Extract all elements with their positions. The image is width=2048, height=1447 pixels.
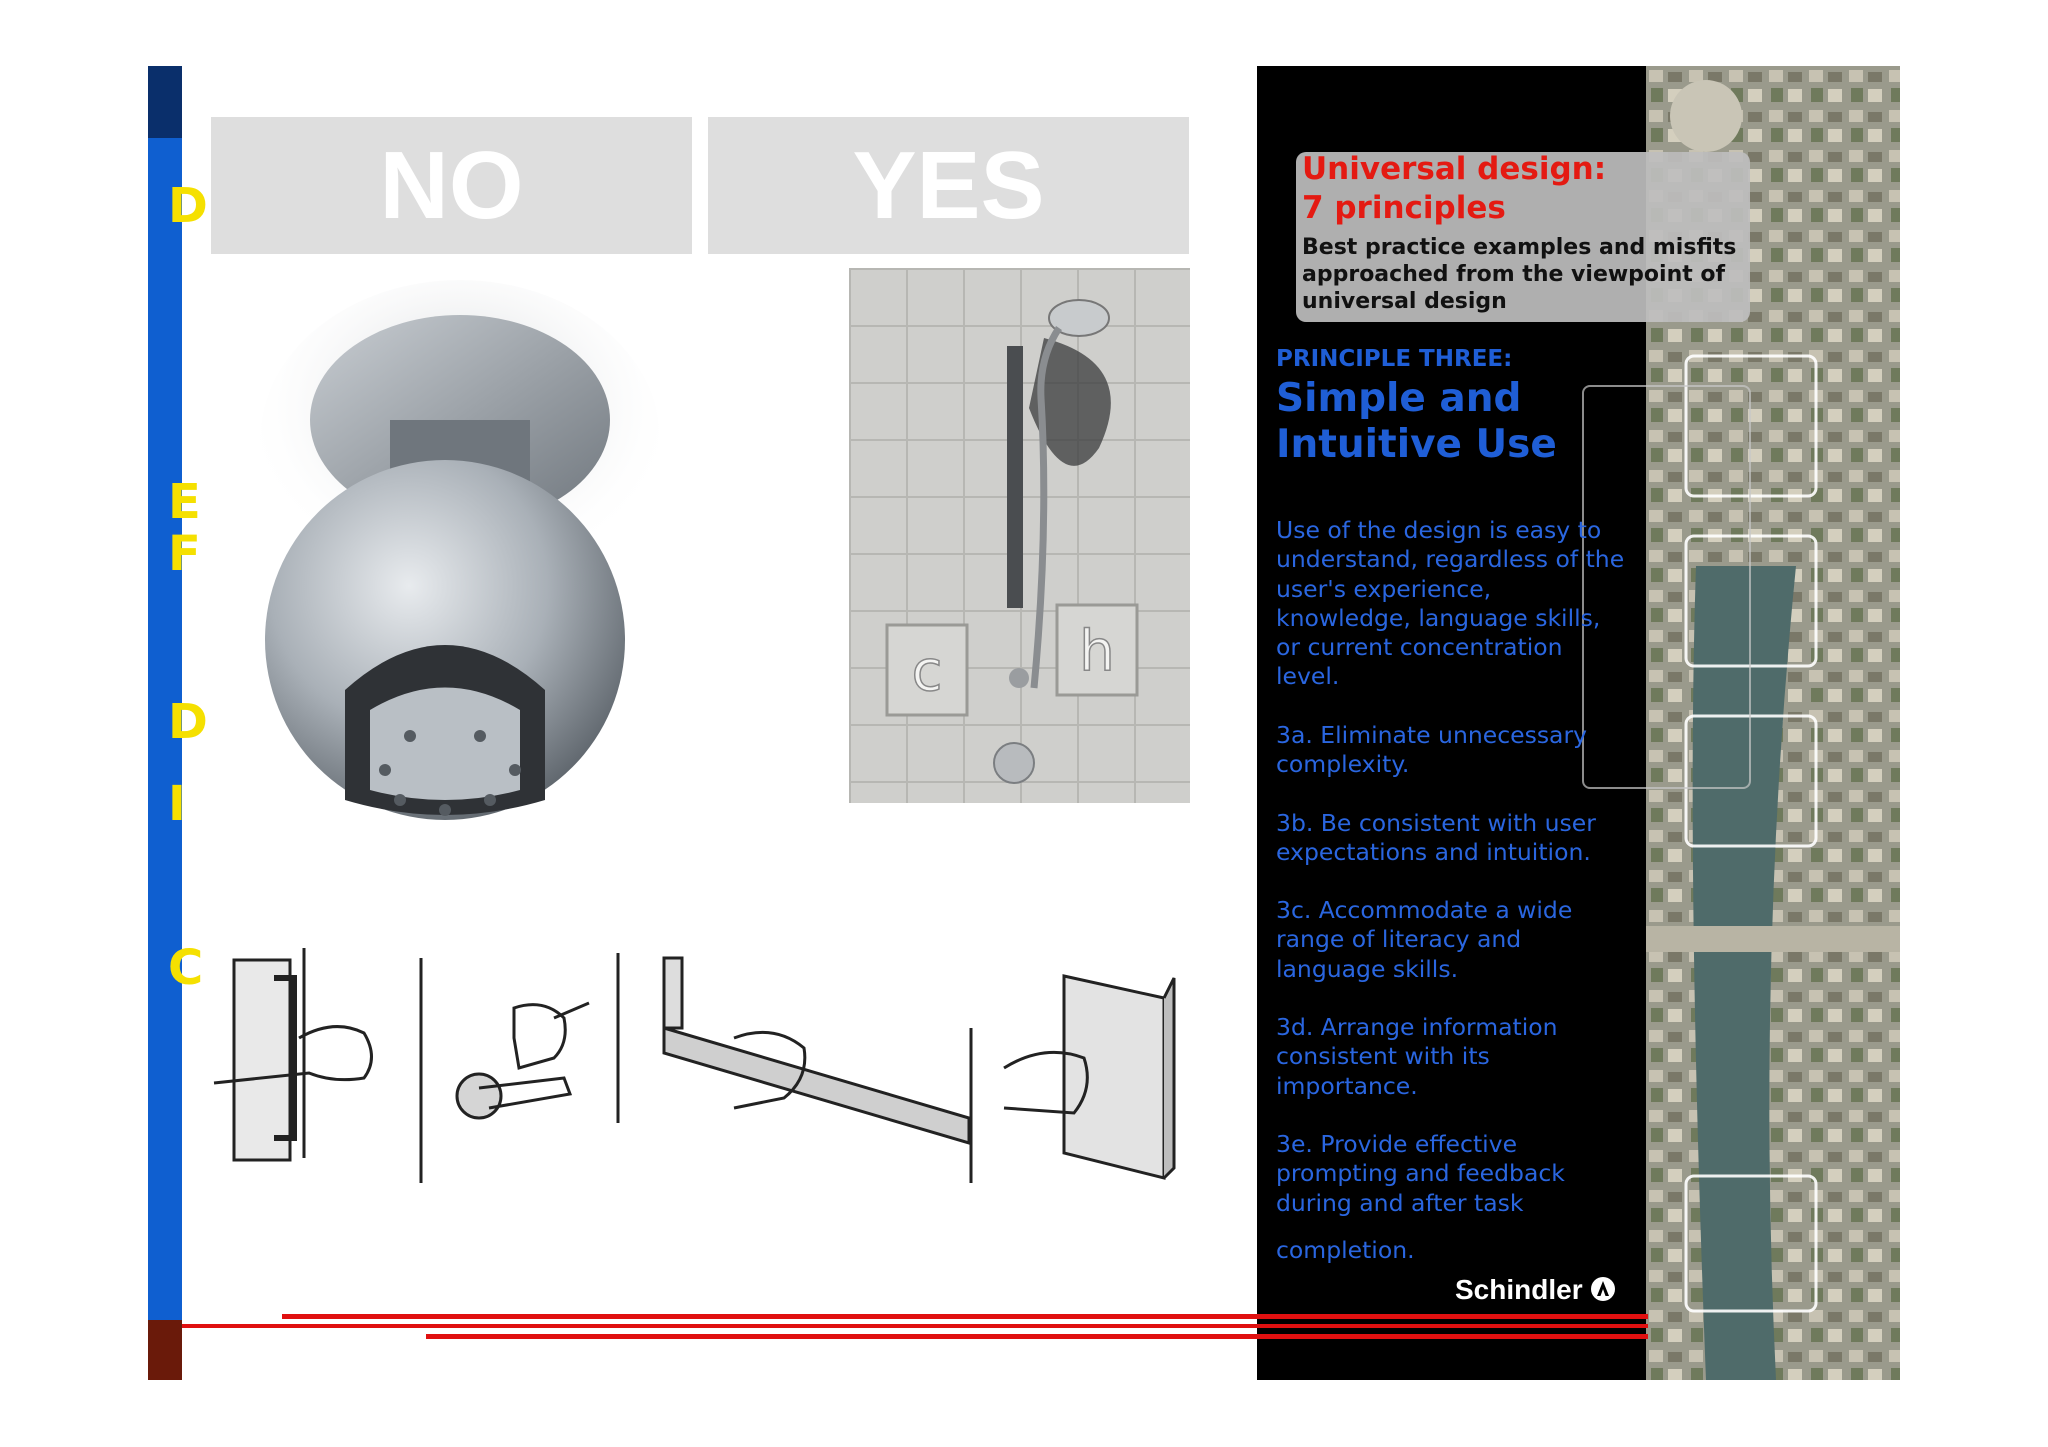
text-line: expectations and intuition. [1276,838,1591,867]
text-line: 3c. Accommodate a wide [1276,896,1573,924]
sidebar-clipped-glyph: D [168,694,208,750]
sidebar-clipped-glyph: E [168,474,201,530]
brand-logo [1455,1274,1616,1306]
text-line: level. [1276,662,1340,691]
series-title [1302,150,1742,228]
text-line: range of literacy and [1276,925,1522,954]
red-rule [426,1334,1648,1339]
text-line: consistent with its [1276,1042,1490,1071]
text-line: 3b. Be consistent with user [1276,809,1596,837]
no-label-box [211,117,692,254]
series-subtitle-line: universal design [1302,289,1507,314]
text-line: language skills. [1276,954,1459,983]
text-line: importance. [1276,1071,1418,1100]
handle-drawings [214,948,1184,1198]
sidebar-clipped-glyph: I [168,776,186,832]
schindler-emblem-icon [1590,1276,1616,1302]
text-line: 3a. Eliminate unnecessary [1276,721,1588,749]
text-line: prompting and feedback [1276,1159,1565,1188]
series-subtitle [1302,234,1752,315]
hot-tile-label: h [1079,619,1115,684]
text-line: complexity. [1276,750,1410,779]
text-line: understand, regardless of the [1276,545,1625,574]
sidebar-clipped-glyph: F [168,526,201,582]
text-line: Use of the design is easy to [1276,516,1602,544]
text-line: during and after task [1276,1188,1524,1217]
sidebar-clipped-glyph: D [168,178,208,234]
no-label: NO [379,131,524,239]
guideline-3d [1276,1013,1676,1101]
yes-label-box [708,117,1189,254]
text-line: or current concentration [1276,633,1563,662]
guideline-3b [1276,809,1676,868]
series-title-line: 7 principles [1302,190,1506,226]
guideline-3e-tail: completion. [1276,1236,1415,1264]
principle-description [1276,516,1676,692]
principle-label: PRINCIPLE THREE: [1276,346,1513,372]
red-rule [282,1314,1648,1319]
series-subtitle-line: approached from the viewpoint of [1302,262,1726,287]
guideline-3a [1276,721,1676,780]
principle-title-line: Intuitive Use [1276,422,1557,467]
series-title-line: Universal design: [1302,151,1607,187]
text-line: knowledge, language skills, [1276,603,1601,632]
guideline-3c [1276,896,1676,984]
shower-controls-image [849,268,1190,803]
guideline-3e [1276,1130,1676,1218]
red-rule [182,1324,1648,1328]
sidebar-clipped-glyph: C [168,940,204,996]
text-line: user's experience, [1276,574,1492,603]
text-line: 3d. Arrange information [1276,1013,1558,1041]
series-subtitle-line: Best practice examples and misfits [1302,235,1737,260]
cold-tile-label: c [911,639,943,704]
principle-title [1276,376,1636,468]
brand-name: Schindler [1455,1274,1583,1305]
door-knob-image [240,270,680,830]
text-line: 3e. Provide effective [1276,1130,1518,1158]
yes-label: YES [852,131,1045,239]
principle-title-line: Simple and [1276,376,1522,421]
